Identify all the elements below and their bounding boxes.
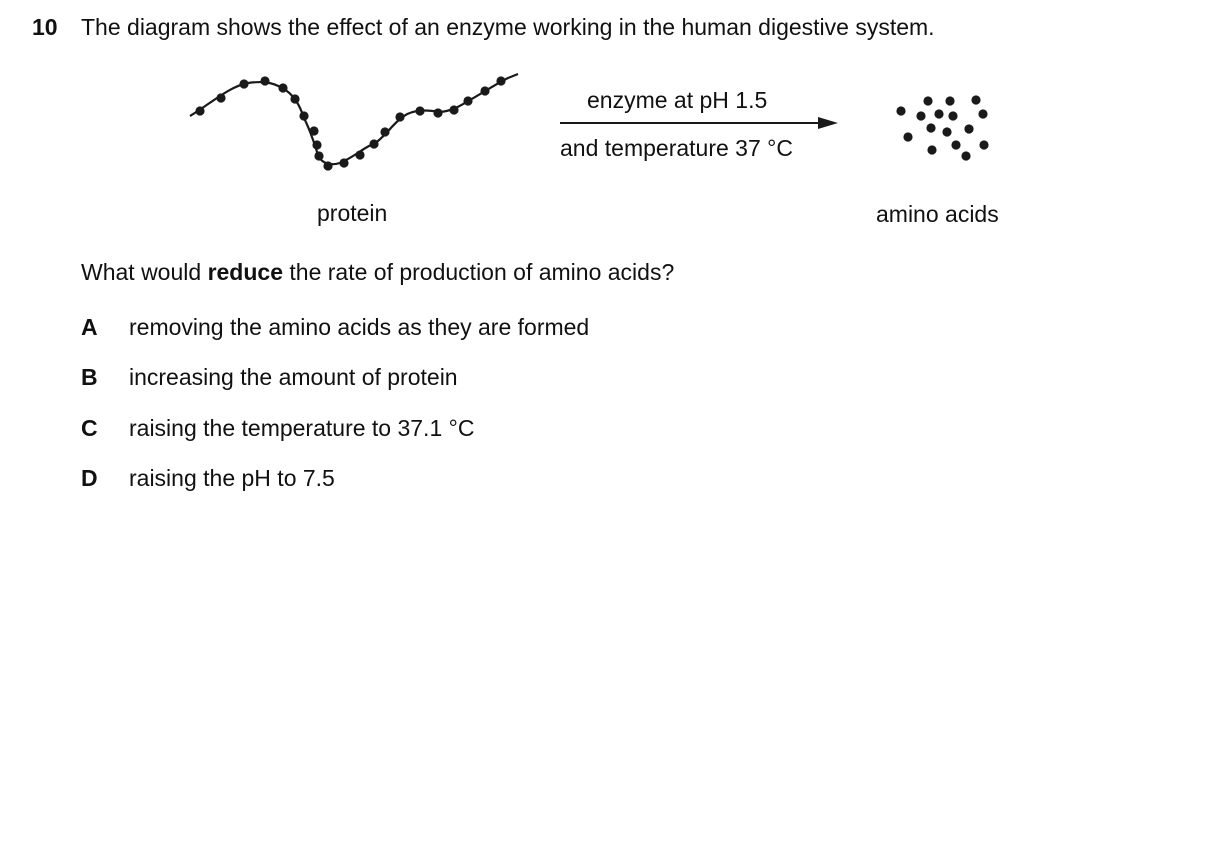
option-text: removing the amino acids as they are formed — [129, 314, 590, 340]
amino-acid-dot — [945, 96, 954, 105]
prompt-text-end: the rate of production of amino acids? — [283, 259, 675, 285]
amino-acid-dot — [971, 95, 980, 104]
protein-bead — [309, 126, 318, 135]
option-letter: D — [81, 465, 98, 491]
question-number: 10 — [32, 14, 58, 40]
protein-bead — [395, 112, 404, 121]
amino-acid-dot — [923, 96, 932, 105]
protein-bead — [480, 86, 489, 95]
amino-acid-dot — [926, 123, 935, 132]
amino-acid-dot — [927, 145, 936, 154]
option-letter: B — [81, 364, 98, 390]
protein-bead — [463, 96, 472, 105]
amino-acid-dot — [942, 127, 951, 136]
arrow-label-top: enzyme at pH 1.5 — [587, 87, 768, 113]
protein-bead — [239, 79, 248, 88]
enzyme-diagram — [0, 0, 1209, 240]
amino-acid-dot — [948, 111, 957, 120]
question-stem: The diagram shows the effect of an enzyme working in the human digestive system. — [81, 14, 935, 40]
question-prompt — [81, 259, 674, 286]
protein-bead — [323, 161, 332, 170]
amino-acid-dot — [903, 132, 912, 141]
protein-bead — [216, 93, 225, 102]
arrow-label-bottom: and temperature 37 °C — [560, 135, 793, 161]
option-text: increasing the amount of protein — [129, 364, 458, 390]
protein-bead — [449, 105, 458, 114]
protein-bead — [415, 106, 424, 115]
protein-bead — [260, 76, 269, 85]
protein-bead — [496, 76, 505, 85]
protein-bead — [314, 151, 323, 160]
prompt-emphasis: reduce — [207, 259, 283, 285]
protein-bead — [339, 158, 348, 167]
protein-chain — [190, 74, 518, 164]
amino-acids-label: amino acids — [876, 201, 999, 227]
prompt-text-start: What would — [81, 259, 208, 285]
protein-bead — [380, 127, 389, 136]
amino-acid-dot — [964, 124, 973, 133]
option-letter: A — [81, 314, 98, 340]
amino-acid-dot — [934, 109, 943, 118]
protein-bead — [195, 106, 204, 115]
protein-bead — [278, 83, 287, 92]
protein-bead — [355, 150, 364, 159]
option-letter: C — [81, 415, 98, 441]
amino-acid-dot — [916, 111, 925, 120]
amino-acid-dots — [896, 95, 988, 160]
protein-bead — [312, 140, 321, 149]
amino-acid-dot — [896, 106, 905, 115]
protein-bead — [299, 111, 308, 120]
amino-acid-dot — [951, 140, 960, 149]
reaction-arrow-head — [818, 117, 838, 129]
protein-bead — [290, 94, 299, 103]
option-text: raising the pH to 7.5 — [129, 465, 335, 491]
protein-bead — [433, 108, 442, 117]
protein-label: protein — [317, 200, 388, 226]
amino-acid-dot — [961, 151, 970, 160]
option-text: raising the temperature to 37.1 °C — [129, 415, 475, 441]
protein-bead — [369, 139, 378, 148]
amino-acid-dot — [979, 140, 988, 149]
amino-acid-dot — [978, 109, 987, 118]
